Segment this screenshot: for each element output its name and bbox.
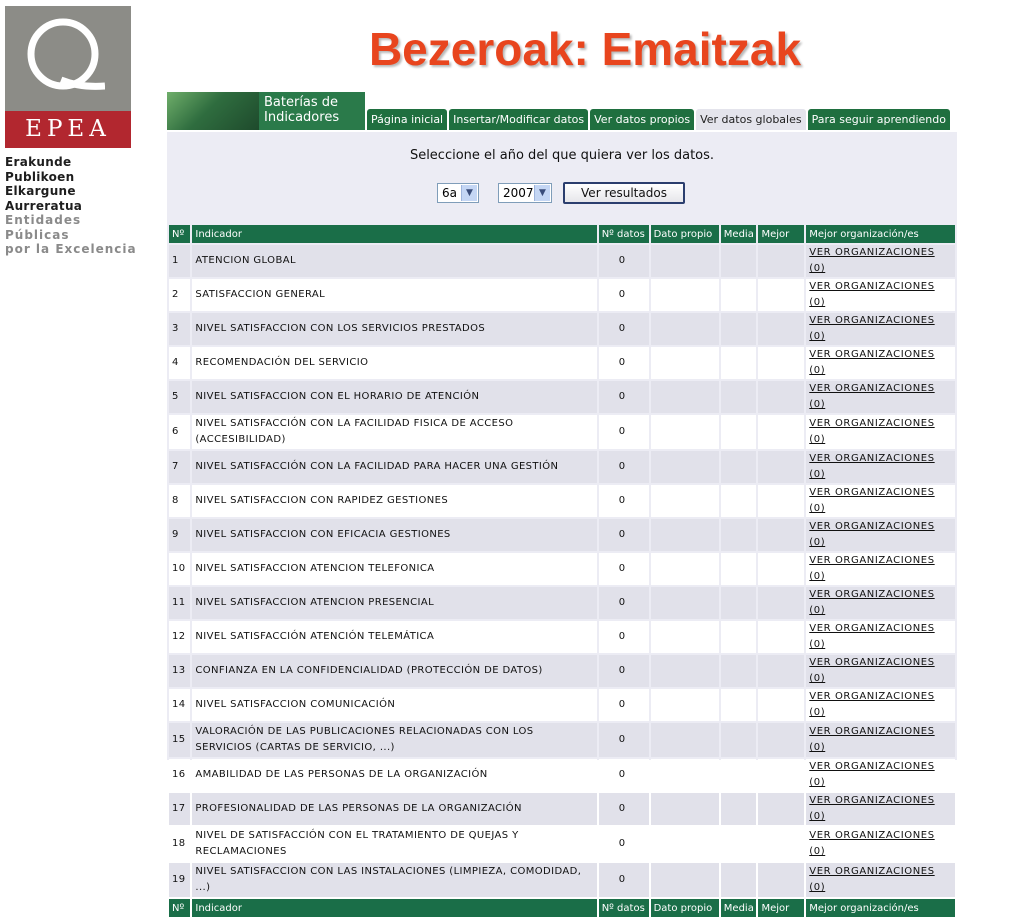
row-number: 9 bbox=[169, 519, 190, 551]
org-line-3: Entidades Públicas bbox=[5, 213, 82, 242]
indicators-table bbox=[167, 223, 957, 919]
col-header-media: Media bbox=[721, 225, 757, 243]
row-dato-propio bbox=[651, 347, 719, 379]
row-indicador: PROFESIONALIDAD DE LAS PERSONAS DE LA ORGANIZACIÓN bbox=[192, 793, 596, 825]
tab-ver-datos-globales[interactable]: Ver datos globales bbox=[696, 109, 806, 130]
row-number: 10 bbox=[169, 553, 190, 585]
table-row bbox=[169, 485, 955, 517]
year-prompt: Seleccione el año del que quiera ver los datos. bbox=[409, 148, 715, 163]
table-row bbox=[169, 279, 955, 311]
row-indicador: NIVEL SATISFACCION CON LOS SERVICIOS PRESTADOS bbox=[192, 313, 596, 345]
row-mejor bbox=[758, 689, 804, 721]
row-mejor bbox=[758, 347, 804, 379]
tab-seguir-aprendiendo[interactable]: Para seguir aprendiendo bbox=[808, 109, 950, 130]
row-mejor-organizacion bbox=[806, 451, 955, 483]
row-media bbox=[721, 415, 757, 449]
row-media bbox=[721, 759, 757, 791]
top-bar bbox=[167, 92, 957, 132]
row-media bbox=[721, 863, 757, 897]
col-footer-indicador: Indicador bbox=[192, 899, 596, 917]
row-media bbox=[721, 279, 757, 311]
ver-organizaciones-link[interactable]: VER ORGANIZACIONES (0) bbox=[809, 281, 935, 308]
ver-organizaciones-link[interactable]: VER ORGANIZACIONES (0) bbox=[809, 315, 935, 342]
ver-organizaciones-link[interactable]: VER ORGANIZACIONES (0) bbox=[809, 866, 935, 893]
row-dato-propio bbox=[651, 621, 719, 653]
row-number: 3 bbox=[169, 313, 190, 345]
row-indicador: ATENCION GLOBAL bbox=[192, 245, 596, 277]
row-mejor bbox=[758, 723, 804, 757]
row-number: 12 bbox=[169, 621, 190, 653]
col-header-num-datos: Nº datos bbox=[599, 225, 649, 243]
row-dato-propio bbox=[651, 863, 719, 897]
row-media bbox=[721, 723, 757, 757]
row-dato-propio bbox=[651, 723, 719, 757]
table-row bbox=[169, 759, 955, 791]
row-indicador: NIVEL SATISFACCION CON LAS INSTALACIONES (LIMPIEZA, COMODIDAD, ...) bbox=[192, 863, 596, 897]
row-media bbox=[721, 451, 757, 483]
row-media bbox=[721, 347, 757, 379]
tab-bar bbox=[365, 109, 950, 130]
row-mejor-organizacion bbox=[806, 793, 955, 825]
level-select[interactable] bbox=[437, 183, 479, 203]
row-mejor bbox=[758, 451, 804, 483]
row-dato-propio bbox=[651, 587, 719, 619]
row-number: 15 bbox=[169, 723, 190, 757]
row-num-datos: 0 bbox=[599, 553, 649, 585]
row-indicador: NIVEL DE SATISFACCIÓN CON EL TRATAMIENTO DE QUEJAS Y RECLAMACIONES bbox=[192, 827, 596, 861]
row-number: 7 bbox=[169, 451, 190, 483]
org-line-1: Erakunde Publikoen bbox=[5, 155, 75, 184]
ver-organizaciones-link[interactable]: VER ORGANIZACIONES (0) bbox=[809, 761, 935, 788]
table-row bbox=[169, 347, 955, 379]
col-header-mejor: Mejor bbox=[758, 225, 804, 243]
year-select[interactable] bbox=[498, 183, 552, 203]
row-mejor-organizacion bbox=[806, 485, 955, 517]
row-mejor bbox=[758, 519, 804, 551]
organization-name bbox=[5, 155, 145, 257]
row-media bbox=[721, 655, 757, 687]
ver-organizaciones-link[interactable]: VER ORGANIZACIONES (0) bbox=[809, 453, 935, 480]
row-mejor-organizacion bbox=[806, 347, 955, 379]
year-select-value: 2007 bbox=[503, 186, 534, 200]
row-mejor bbox=[758, 621, 804, 653]
brand-title bbox=[264, 95, 339, 125]
row-indicador: NIVEL SATISFACCIÓN CON LA FACILIDAD PARA HACER UNA GESTIÓN bbox=[192, 451, 596, 483]
level-select-value: 6a bbox=[442, 186, 457, 200]
row-dato-propio bbox=[651, 485, 719, 517]
row-number: 2 bbox=[169, 279, 190, 311]
ver-resultados-button[interactable]: Ver resultados bbox=[563, 182, 685, 204]
brand-line-1: Baterías de bbox=[264, 95, 339, 110]
row-num-datos: 0 bbox=[599, 793, 649, 825]
row-dato-propio bbox=[651, 793, 719, 825]
col-header-mejor-organizacion: Mejor organización/es bbox=[806, 225, 955, 243]
ver-organizaciones-link[interactable]: VER ORGANIZACIONES (0) bbox=[809, 349, 935, 376]
row-num-datos: 0 bbox=[599, 587, 649, 619]
org-line-2: Elkargune Aurreratua bbox=[5, 184, 83, 213]
ver-organizaciones-link[interactable]: VER ORGANIZACIONES (0) bbox=[809, 418, 935, 445]
table-row bbox=[169, 689, 955, 721]
table-row bbox=[169, 553, 955, 585]
row-num-datos: 0 bbox=[599, 313, 649, 345]
ver-organizaciones-link[interactable]: VER ORGANIZACIONES (0) bbox=[809, 830, 935, 857]
row-dato-propio bbox=[651, 827, 719, 861]
table-row bbox=[169, 587, 955, 619]
row-indicador: NIVEL SATISFACCION CON EL HORARIO DE ATENCIÓN bbox=[192, 381, 596, 413]
col-footer-mejor: Mejor bbox=[758, 899, 804, 917]
row-media bbox=[721, 553, 757, 585]
row-num-datos: 0 bbox=[599, 279, 649, 311]
row-dato-propio bbox=[651, 313, 719, 345]
row-media bbox=[721, 519, 757, 551]
row-mejor-organizacion bbox=[806, 415, 955, 449]
table-row bbox=[169, 793, 955, 825]
row-num-datos: 0 bbox=[599, 485, 649, 517]
row-number: 18 bbox=[169, 827, 190, 861]
ver-organizaciones-link[interactable]: VER ORGANIZACIONES (0) bbox=[809, 623, 935, 650]
row-mejor-organizacion bbox=[806, 621, 955, 653]
row-media bbox=[721, 587, 757, 619]
row-dato-propio bbox=[651, 655, 719, 687]
row-number: 6 bbox=[169, 415, 190, 449]
row-media bbox=[721, 245, 757, 277]
ver-organizaciones-link[interactable]: VER ORGANIZACIONES (0) bbox=[809, 521, 935, 548]
col-footer-num: Nº bbox=[169, 899, 190, 917]
ver-organizaciones-link[interactable]: VER ORGANIZACIONES (0) bbox=[809, 691, 935, 718]
row-indicador: CONFIANZA EN LA CONFIDENCIALIDAD (PROTECCIÓN DE DATOS) bbox=[192, 655, 596, 687]
col-footer-mejor-organizacion: Mejor organización/es bbox=[806, 899, 955, 917]
table-row bbox=[169, 621, 955, 653]
row-num-datos: 0 bbox=[599, 451, 649, 483]
row-number: 5 bbox=[169, 381, 190, 413]
table-row bbox=[169, 381, 955, 413]
row-media bbox=[721, 381, 757, 413]
ver-organizaciones-link[interactable]: VER ORGANIZACIONES (0) bbox=[809, 555, 935, 582]
row-media bbox=[721, 827, 757, 861]
brand-banner bbox=[167, 92, 365, 130]
app-window bbox=[167, 92, 957, 914]
col-header-dato-propio: Dato propio bbox=[651, 225, 719, 243]
row-media bbox=[721, 485, 757, 517]
row-mejor-organizacion bbox=[806, 723, 955, 757]
row-mejor-organizacion bbox=[806, 759, 955, 791]
row-indicador: NIVEL SATISFACCION COMUNICACIÓN bbox=[192, 689, 596, 721]
row-mejor bbox=[758, 587, 804, 619]
tab-pagina-inicial[interactable]: Página inicial bbox=[367, 109, 447, 130]
row-number: 1 bbox=[169, 245, 190, 277]
row-dato-propio bbox=[651, 415, 719, 449]
row-media bbox=[721, 793, 757, 825]
row-num-datos: 0 bbox=[599, 827, 649, 861]
table-row bbox=[169, 415, 955, 449]
col-footer-num-datos: Nº datos bbox=[599, 899, 649, 917]
row-indicador: NIVEL SATISFACCIÓN CON LA FACILIDAD FISICA DE ACCESO (ACCESIBILIDAD) bbox=[192, 415, 596, 449]
row-mejor-organizacion bbox=[806, 655, 955, 687]
row-number: 13 bbox=[169, 655, 190, 687]
row-indicador: RECOMENDACIÓN DEL SERVICIO bbox=[192, 347, 596, 379]
row-mejor-organizacion bbox=[806, 553, 955, 585]
row-dato-propio bbox=[651, 245, 719, 277]
row-mejor bbox=[758, 863, 804, 897]
row-dato-propio bbox=[651, 519, 719, 551]
table-row bbox=[169, 723, 955, 757]
tab-insertar-modificar[interactable]: Insertar/Modificar datos bbox=[449, 109, 588, 130]
row-dato-propio bbox=[651, 451, 719, 483]
row-media bbox=[721, 621, 757, 653]
row-mejor-organizacion bbox=[806, 863, 955, 897]
ver-organizaciones-link[interactable]: VER ORGANIZACIONES (0) bbox=[809, 487, 935, 514]
slide-title: Bezeroak: Emaitzak bbox=[368, 23, 802, 75]
row-mejor-organizacion bbox=[806, 279, 955, 311]
row-mejor-organizacion bbox=[806, 827, 955, 861]
row-mejor bbox=[758, 245, 804, 277]
row-indicador: NIVEL SATISFACCION ATENCION TELEFONICA bbox=[192, 553, 596, 585]
row-mejor-organizacion bbox=[806, 519, 955, 551]
row-number: 14 bbox=[169, 689, 190, 721]
epea-logo bbox=[5, 6, 131, 148]
row-mejor-organizacion bbox=[806, 587, 955, 619]
row-mejor bbox=[758, 759, 804, 791]
table-row bbox=[169, 863, 955, 897]
row-num-datos: 0 bbox=[599, 723, 649, 757]
table-row bbox=[169, 655, 955, 687]
row-mejor bbox=[758, 793, 804, 825]
logo-epea-text: EPEA bbox=[25, 116, 111, 142]
col-footer-dato-propio: Dato propio bbox=[651, 899, 719, 917]
table-row bbox=[169, 313, 955, 345]
row-num-datos: 0 bbox=[599, 381, 649, 413]
col-footer-media: Media bbox=[721, 899, 757, 917]
row-num-datos: 0 bbox=[599, 655, 649, 687]
brand-line-2: Indicadores bbox=[264, 110, 340, 125]
row-indicador: VALORACIÓN DE LAS PUBLICACIONES RELACIONADAS CON LOS SERVICIOS (CARTAS DE SERVICIO, ...) bbox=[192, 723, 596, 757]
row-num-datos: 0 bbox=[599, 689, 649, 721]
row-indicador: AMABILIDAD DE LAS PERSONAS DE LA ORGANIZACIÓN bbox=[192, 759, 596, 791]
ver-organizaciones-link[interactable]: VER ORGANIZACIONES (0) bbox=[809, 657, 935, 684]
row-num-datos: 0 bbox=[599, 759, 649, 791]
table-row bbox=[169, 451, 955, 483]
row-media bbox=[721, 689, 757, 721]
table-footer-row bbox=[169, 899, 955, 917]
row-num-datos: 0 bbox=[599, 415, 649, 449]
table-row bbox=[169, 519, 955, 551]
row-mejor bbox=[758, 553, 804, 585]
row-mejor-organizacion bbox=[806, 381, 955, 413]
row-num-datos: 0 bbox=[599, 347, 649, 379]
ver-organizaciones-link[interactable]: VER ORGANIZACIONES (0) bbox=[809, 726, 935, 753]
row-indicador: NIVEL SATISFACCION CON EFICACIA GESTIONES bbox=[192, 519, 596, 551]
row-media bbox=[721, 313, 757, 345]
row-num-datos: 0 bbox=[599, 621, 649, 653]
org-line-4: por la Excelencia bbox=[5, 242, 137, 256]
row-mejor bbox=[758, 485, 804, 517]
row-indicador: NIVEL SATISFACCION ATENCION PRESENCIAL bbox=[192, 587, 596, 619]
row-mejor bbox=[758, 827, 804, 861]
brand-photo bbox=[167, 92, 259, 130]
table-row bbox=[169, 827, 955, 861]
col-header-indicador: Indicador bbox=[192, 225, 596, 243]
row-dato-propio bbox=[651, 279, 719, 311]
row-number: 11 bbox=[169, 587, 190, 619]
row-dato-propio bbox=[651, 759, 719, 791]
row-mejor bbox=[758, 655, 804, 687]
row-indicador: NIVEL SATISFACCIÓN ATENCIÓN TELEMÁTICA bbox=[192, 621, 596, 653]
chevron-down-icon: ▼ bbox=[534, 185, 550, 201]
row-num-datos: 0 bbox=[599, 245, 649, 277]
row-number: 19 bbox=[169, 863, 190, 897]
table-header-row bbox=[169, 225, 955, 243]
row-number: 17 bbox=[169, 793, 190, 825]
ver-organizaciones-link[interactable]: VER ORGANIZACIONES (0) bbox=[809, 795, 935, 822]
row-mejor-organizacion bbox=[806, 689, 955, 721]
row-mejor-organizacion bbox=[806, 245, 955, 277]
ver-organizaciones-link[interactable]: VER ORGANIZACIONES (0) bbox=[809, 383, 935, 410]
ver-organizaciones-link[interactable]: VER ORGANIZACIONES (0) bbox=[809, 247, 935, 274]
row-mejor bbox=[758, 381, 804, 413]
table-row bbox=[169, 245, 955, 277]
row-indicador: SATISFACCION GENERAL bbox=[192, 279, 596, 311]
tab-ver-datos-propios[interactable]: Ver datos propios bbox=[590, 109, 694, 130]
chevron-down-icon: ▼ bbox=[461, 185, 477, 201]
row-num-datos: 0 bbox=[599, 519, 649, 551]
row-num-datos: 0 bbox=[599, 863, 649, 897]
col-header-num: Nº bbox=[169, 225, 190, 243]
ver-organizaciones-link[interactable]: VER ORGANIZACIONES (0) bbox=[809, 589, 935, 616]
row-indicador: NIVEL SATISFACCION CON RAPIDEZ GESTIONES bbox=[192, 485, 596, 517]
row-number: 16 bbox=[169, 759, 190, 791]
row-number: 8 bbox=[169, 485, 190, 517]
row-dato-propio bbox=[651, 553, 719, 585]
row-number: 4 bbox=[169, 347, 190, 379]
row-mejor-organizacion bbox=[806, 313, 955, 345]
q-logo-icon bbox=[21, 14, 105, 98]
row-mejor bbox=[758, 313, 804, 345]
row-mejor bbox=[758, 415, 804, 449]
row-dato-propio bbox=[651, 381, 719, 413]
row-dato-propio bbox=[651, 689, 719, 721]
row-mejor bbox=[758, 279, 804, 311]
